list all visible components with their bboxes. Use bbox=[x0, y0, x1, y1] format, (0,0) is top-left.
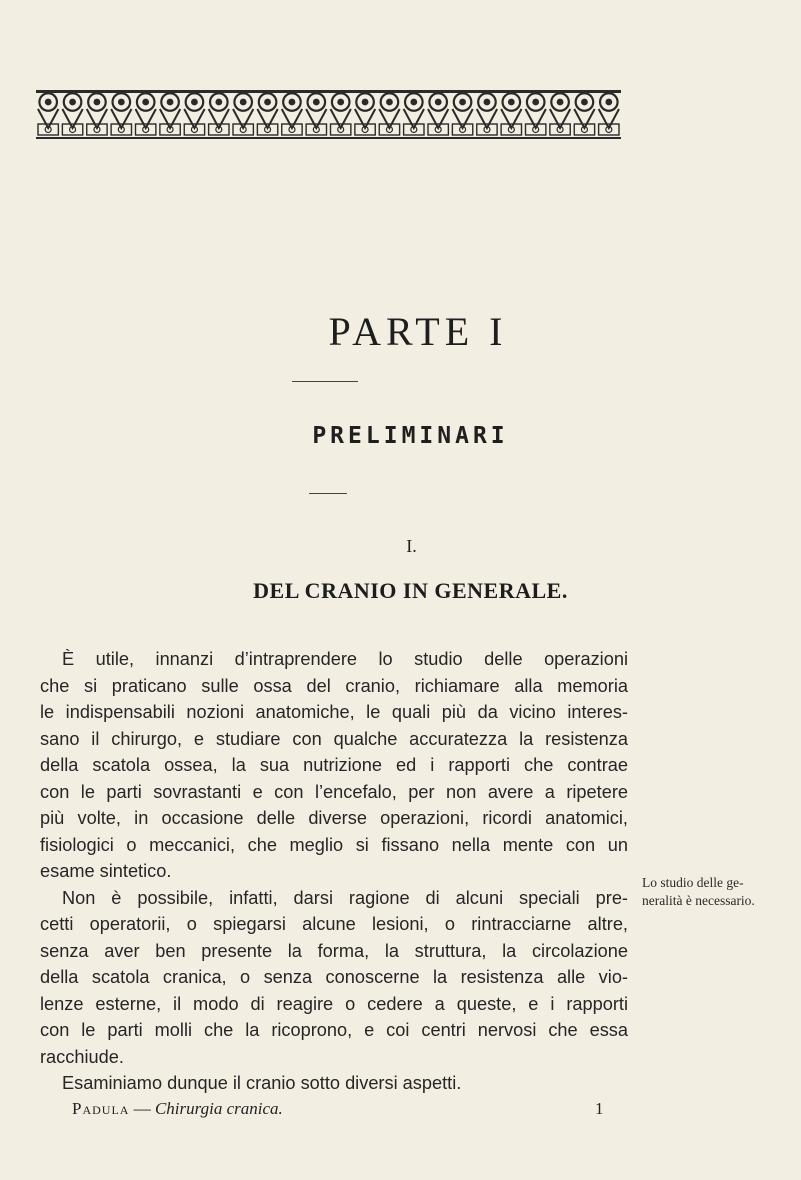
ornament-motif bbox=[209, 93, 229, 135]
ornament-motif bbox=[38, 93, 58, 135]
ornament-motif bbox=[111, 93, 131, 135]
text-line: Non è possibile, infatti, darsi ragione di alcuni speciali pre- bbox=[62, 887, 628, 908]
chapter-number: I. bbox=[406, 536, 417, 556]
decorative-ornament-band bbox=[36, 90, 621, 140]
body-text bbox=[40, 646, 628, 1097]
text-line: cetti operatorii, o spiegarsi alcune lesioni, o rintracciarne altre, bbox=[40, 914, 628, 934]
ornament-motif bbox=[550, 93, 570, 135]
ornament-motif bbox=[501, 93, 521, 135]
chapter-title: DEL CRANIO IN GENERALE. bbox=[253, 578, 568, 603]
ornament-motif bbox=[331, 93, 351, 135]
text-line: con le parti molli che la ricoprono, e coi centri nervosi che essa bbox=[40, 1020, 628, 1040]
part-title: PARTE I bbox=[328, 309, 508, 354]
margin-note bbox=[642, 874, 797, 910]
ornament-motif bbox=[87, 93, 107, 135]
ornament-motif bbox=[379, 93, 399, 135]
ornament-motif bbox=[599, 93, 619, 135]
footer-author: Padula bbox=[72, 1099, 130, 1118]
text-line: Esaminiamo dunque il cranio sotto diversi aspetti. bbox=[62, 1073, 462, 1093]
text-line: È utile, innanzi d’intraprendere lo studio delle operazioni bbox=[62, 649, 628, 669]
ornament-motif bbox=[257, 93, 277, 135]
margin-note-line: Lo studio delle ge- bbox=[642, 875, 744, 890]
ornament-motif bbox=[306, 93, 326, 135]
ornament-motif bbox=[136, 93, 156, 135]
title-divider bbox=[292, 381, 358, 382]
page-footer bbox=[72, 1099, 632, 1119]
text-line: che si praticano sulle ossa del cranio, richiamare alla memoria bbox=[40, 675, 628, 696]
text-line: più volte, in occasione delle diverse operazioni, ricordi anatomici, bbox=[40, 808, 628, 828]
section-title: PRELIMINARI bbox=[312, 423, 509, 449]
text-line: della scatola cranica, o senza conoscerne la resistenza alle vio- bbox=[40, 967, 628, 987]
text-line: esame sintetico. bbox=[40, 861, 172, 881]
ornament-motif bbox=[355, 93, 375, 135]
margin-note-line: neralità è necessario. bbox=[642, 893, 755, 908]
ornament-motif bbox=[428, 93, 448, 135]
text-line: con le parti sovrastanti e con l’encefalo, per non avere a ripetere bbox=[40, 781, 628, 802]
text-line: lenze esterne, il modo di reagire o cedere a queste, e i rapporti bbox=[40, 993, 628, 1014]
text-line: le indispensabili nozioni anatomiche, le quali più da vicino interes- bbox=[40, 702, 628, 722]
ornament-motif bbox=[526, 93, 546, 135]
footer-separator: — bbox=[133, 1099, 151, 1118]
text-line: della scatola ossea, la sua nutrizione ed i rapporti che contrae bbox=[40, 755, 628, 775]
ornament-motif bbox=[452, 93, 472, 135]
ornament-motif bbox=[160, 93, 180, 135]
page-number: 1 bbox=[595, 1099, 604, 1118]
ornament-motif bbox=[233, 93, 253, 135]
ornament-motif bbox=[184, 93, 204, 135]
text-line: sano il chirurgo, e studiare con qualche accuratezza la resistenza bbox=[40, 728, 628, 749]
text-line: senza aver ben presente la forma, la struttura, la circolazione bbox=[40, 940, 628, 961]
ornament-motif bbox=[477, 93, 497, 135]
footer-work-title: Chirurgia cranica. bbox=[154, 1099, 283, 1118]
section-divider bbox=[309, 493, 347, 494]
ornament-motif bbox=[404, 93, 424, 135]
ornament-motif bbox=[282, 93, 302, 135]
ornament-motif bbox=[62, 93, 82, 135]
ornament-motif bbox=[574, 93, 594, 135]
text-line: fisiologici o meccanici, che meglio si fissano nella mente con un bbox=[40, 834, 628, 855]
text-line: racchiude. bbox=[40, 1046, 124, 1067]
